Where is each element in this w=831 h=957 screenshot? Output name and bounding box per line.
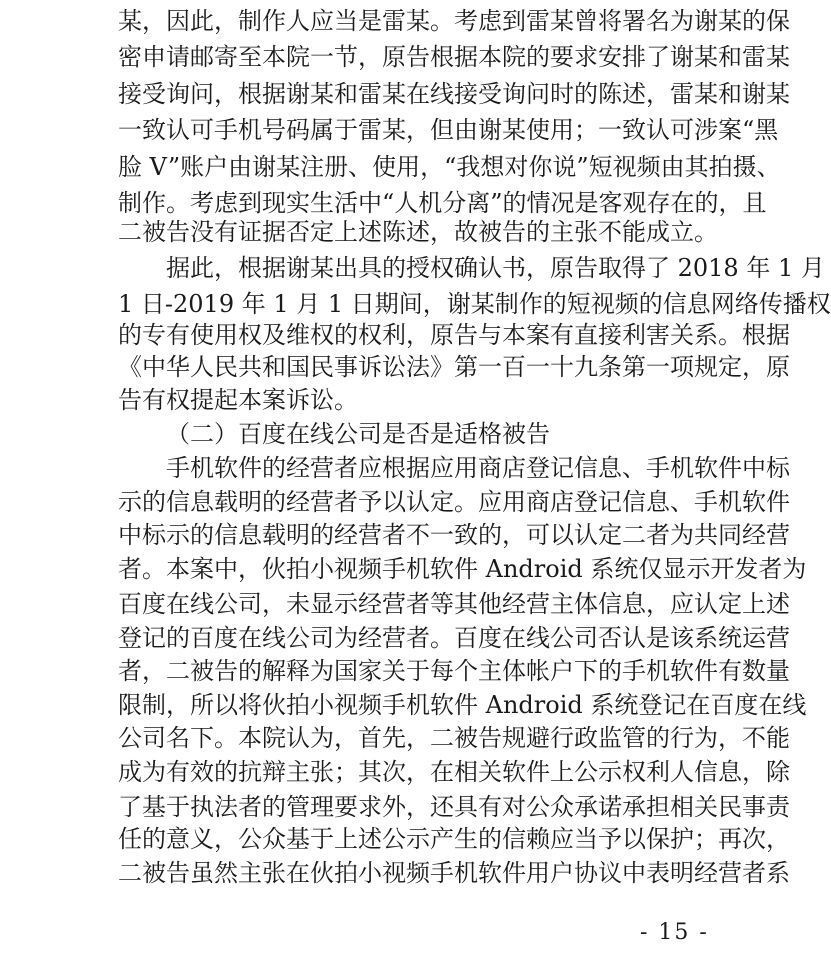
text-line: 中标示的信息载明的经营者不一致的，可以认定二者为共同经营: [118, 521, 790, 549]
text-line: 登记的百度在线公司为经营者。百度在线公司否认是该系统运营: [118, 624, 790, 652]
text-line: 者，二被告的解释为国家关于每个主体帐户下的手机软件有数量: [118, 657, 790, 685]
text-line: 二被告虽然主张在伙拍小视频手机软件用户协议中表明经营者系: [118, 859, 790, 887]
paragraph-first-line: 手机软件的经营者应根据应用商店登记信息、手机软件中标: [166, 454, 790, 482]
text-line: 成为有效的抗辩主张；其次，在相关软件上公示权利人信息，除: [118, 758, 790, 786]
text-line: 二被告没有证据否定上述陈述，故被告的主张不能成立。: [118, 218, 718, 246]
text-line: 密申请邮寄至本院一节，原告根据本院的要求安排了谢某和雷某: [118, 43, 790, 71]
text-line: 公司名下。本院认为，首先，二被告规避行政监管的行为，不能: [118, 724, 790, 752]
text-line: 接受询问，根据谢某和雷某在线接受询问时的陈述，雷某和谢某: [118, 80, 790, 108]
text-line: 一致认可手机号码属于雷某，但由谢某使用；一致认可涉案“黑: [118, 116, 779, 144]
text-line: 《中华人民共和国民事诉讼法》第一百一十九条第一项规定，原: [118, 353, 790, 381]
text-line: 示的信息载明的经营者予以认定。应用商店登记信息、手机软件: [118, 488, 790, 516]
text-line: 告有权提起本案诉讼。: [118, 386, 358, 414]
section-heading: （二）百度在线公司是否是适格被告: [166, 420, 550, 448]
text-line: 百度在线公司，未显示经营者等其他经营主体信息，应认定上述: [118, 590, 790, 618]
text-line: 了基于执法者的管理要求外，还具有对公众承诺承担相关民事责: [118, 793, 790, 821]
page-number: - 15 -: [640, 920, 709, 945]
text-line: 某，因此，制作人应当是雷某。考虑到雷某曾将署名为谢某的保: [118, 7, 790, 35]
text-line: 脸 V”账户由谢某注册、使用，“我想对你说”短视频由其拍摄、: [118, 153, 781, 181]
text-line: 者。本案中，伙拍小视频手机软件 Android 系统仅显示开发者为: [118, 555, 807, 583]
text-line: 任的意义，公众基于上述公示产生的信赖应当予以保护；再次，: [118, 825, 790, 853]
text-line: 的专有使用权及维权的权利，原告与本案有直接利害关系。根据: [118, 321, 790, 349]
text-line: 制作。考虑到现实生活中“人机分离”的情况是客观存在的，且: [118, 189, 767, 217]
paragraph-first-line: 据此，根据谢某出具的授权确认书，原告取得了 2018 年 1 月: [166, 254, 825, 282]
text-line: 限制，所以将伙拍小视频手机软件 Android 系统登记在百度在线: [118, 691, 807, 719]
text-line: 1 日-2019 年 1 月 1 日期间，谢某制作的短视频的信息网络传播权: [118, 290, 831, 318]
